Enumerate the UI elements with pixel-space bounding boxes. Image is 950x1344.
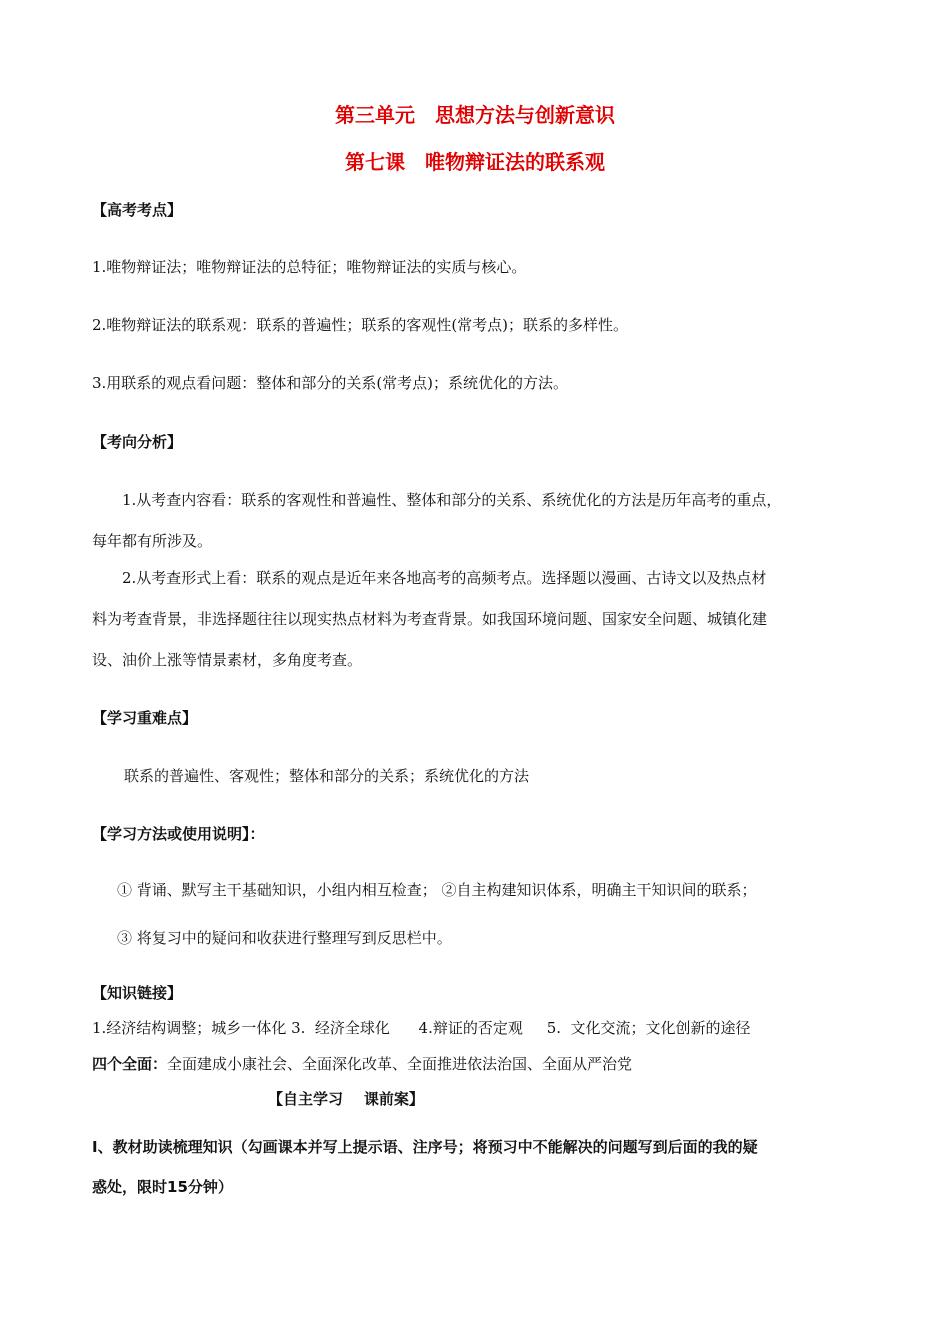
analysis-p2-line1: 2.从考查形式上看：联系的观点是近年来各地高考的高频考点。选择题以漫画、古诗文以及热点材	[122, 569, 767, 587]
part1-line-1: Ⅰ、教材助读梳理知识（勾画课本并写上提示语、注序号；将预习中不能解决的问题写到后面的我的疑	[92, 1138, 758, 1156]
lesson-title: 第七课 唯物辩证法的联系观	[345, 150, 605, 174]
key-points-text: 联系的普遍性、客观性；整体和部分的关系；系统优化的方法	[124, 767, 530, 785]
analysis-p1-line1: 1.从考查内容看：联系的客观性和普遍性、整体和部分的关系、系统优化的方法是历年高考的重点，	[122, 491, 782, 509]
gaokao-item-2: 2.唯物辩证法的联系观：联系的普遍性；联系的客观性(常考点)；联系的多样性。	[92, 316, 629, 334]
method-line-1: ① 背诵、默写主干基础知识，小组内相互检查； ②自主构建知识体系，明确主干知识间的联系；	[117, 881, 757, 899]
key-points-heading: 【学习重难点】	[92, 709, 198, 727]
method-heading: 【学习方法或使用说明】：	[92, 825, 265, 843]
analysis-p1-line2: 每年都有所涉及。	[92, 532, 213, 550]
part1-line-2: 惑处，限时15分钟）	[92, 1178, 233, 1196]
analysis-p2-line3: 设、油价上涨等情景素材，多角度考查。	[92, 651, 363, 669]
gaokao-item-1: 1.唯物辩证法；唯物辩证法的总特征；唯物辩证法的实质与核心。	[92, 258, 527, 276]
links-heading: 【知识链接】	[92, 984, 183, 1002]
four-comprehensives-text: 全面建成小康社会、全面深化改革、全面推进依法治国、全面从严治党	[167, 1055, 633, 1073]
gaokao-heading: 【高考考点】	[92, 201, 183, 219]
four-comprehensives-label: 四个全面：	[92, 1055, 168, 1073]
method-line-2: ③ 将复习中的疑问和收获进行整理写到反思栏中。	[117, 929, 452, 947]
self-study-heading: 【自主学习 课前案】	[268, 1090, 424, 1108]
links-line-1: 1.经济结构调整；城乡一体化 3. 经济全球化 4.辩证的否定观 5. 文化交流；文化创新的途径	[92, 1019, 751, 1037]
gaokao-item-3: 3.用联系的观点看问题：整体和部分的关系(常考点)；系统优化的方法。	[92, 374, 569, 392]
four-comprehensives	[92, 1053, 632, 1074]
unit-title: 第三单元 思想方法与创新意识	[335, 103, 615, 127]
analysis-heading: 【考向分析】	[92, 433, 183, 451]
analysis-p2-line2: 料为考查背景，非选择题往往以现实热点材料为考查背景。如我国环境问题、国家安全问题、城镇化建	[92, 610, 768, 628]
